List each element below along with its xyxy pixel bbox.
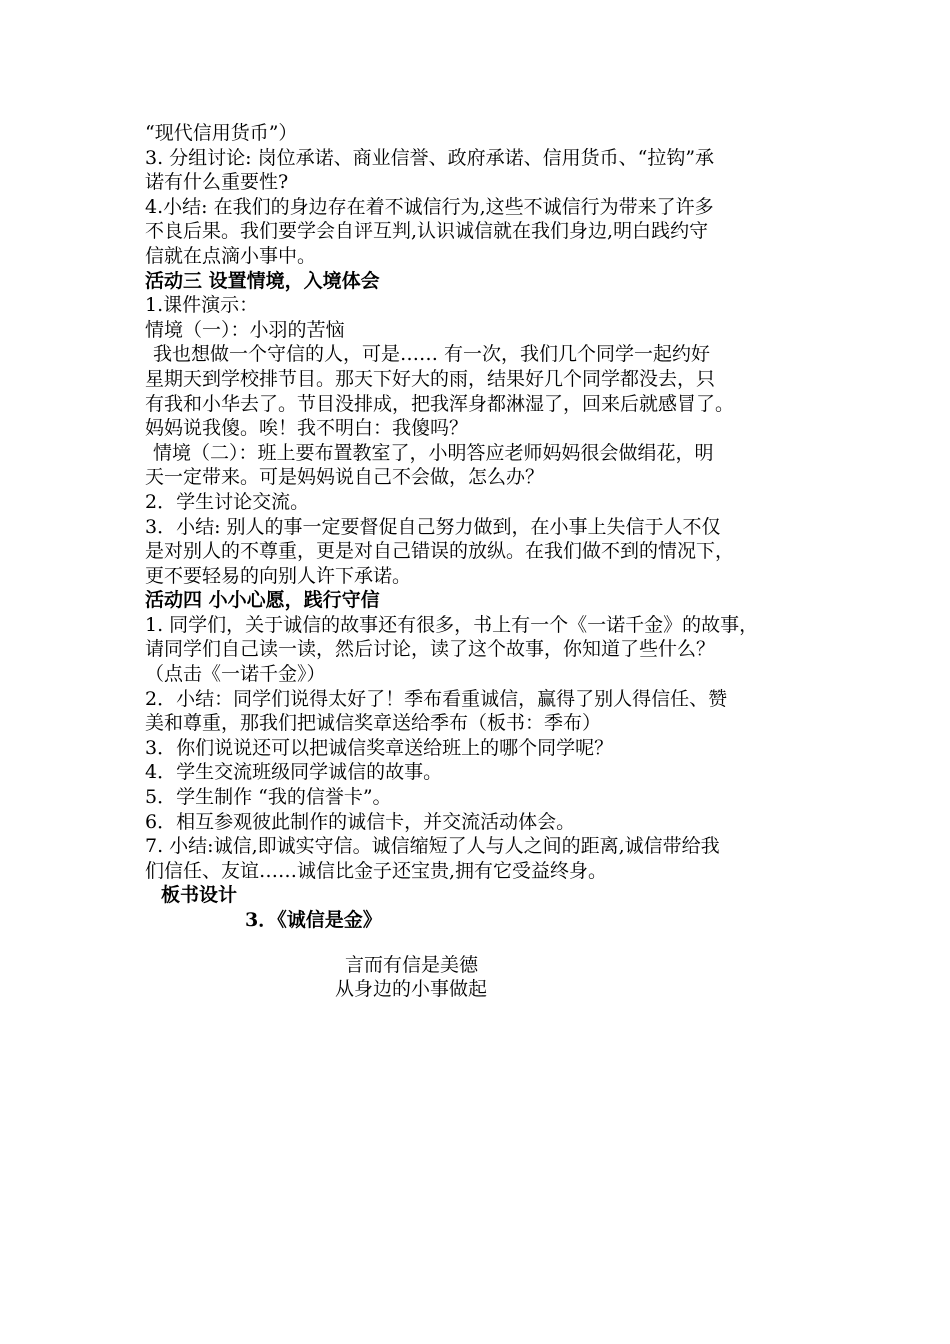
text-line: 星期天到学校排节目。那天下好大的雨，结果好几个同学都没去，只 [145,367,716,390]
text-line: “现代信用货币”） [145,122,298,144]
text-line: 诺有什么重要性? [145,171,289,194]
text-line: 我也想做一个守信的人，可是…… 有一次，我们几个同学一起约好 [153,343,711,366]
text-line: 请同学们自己读一读，然后讨论，读了这个故事，你知道了些什么？ [145,638,716,661]
board-content [145,953,813,1002]
text-line: 4．学生交流班级同学诚信的故事。 [145,761,443,784]
text-line: 是对别人的不尊重，更是对自己错误的放纵。在我们做不到的情况下， [145,540,735,563]
board-line: 言而有信是美德 [345,953,479,976]
text-line: 2．学生讨论交流。 [145,490,310,513]
text-line: 情境（一）：小羽的苦恼 [145,318,345,341]
activity4-heading: 活动四 小小心愿，践行守信 [145,589,380,612]
text-line: 1.课件演示： [145,294,259,317]
text-line: 妈妈说我傻。唉！我不明白：我傻吗？ [145,417,469,440]
text-line: 美和尊重，那我们把诚信奖章送给季布（板书：季布） [145,712,602,735]
text-line: 6．相互参观彼此制作的诚信卡，并交流活动体会。 [145,810,576,833]
text-line: 天一定带来。可是妈妈说自己不会做，怎么办？ [145,466,545,489]
text-line: 3．你们说说还可以把诚信奖章送给班上的哪个同学呢？ [145,736,614,759]
text-line: 情境（二）：班上要布置教室了，小明答应老师妈妈很会做绢花，明 [153,441,714,464]
text-line: 信就在点滴小事中。 [145,244,317,267]
text-line: 不良后果。我们要学会自评互判,认识诚信就在我们身边,明白践约守 [145,220,709,243]
text-line: （点击《一诺千金》） [145,663,326,686]
text-line: 4.小结: 在我们的身边存在着不诚信行为,这些不诚信行为带来了许多 [145,195,714,218]
text-line: 1. 同学们，关于诚信的故事还有很多，书上有一个《一诺千金》的故事， [145,613,759,636]
text-line: 5．学生制作 “我的信誉卡”。 [145,786,392,809]
board-line: 从身边的小事做起 [335,978,488,1001]
text-line: 们信任、友谊……诚信比金子还宝贵,拥有它受益终身。 [145,859,608,882]
text-line: 有我和小华去了。节目没排成，把我浑身都淋湿了，回来后就感冒了。 [145,392,735,415]
activity3-heading: 活动三 设置情境，入境体会 [145,269,380,292]
text-line: 2．小结：同学们说得太好了！季布看重诚信，赢得了别人得信任、赞 [145,687,728,710]
text-line: 3. 分组讨论: 岗位承诺、商业信誉、政府承诺、信用货币、“拉钩”承 [145,146,715,169]
document-page [145,121,813,1002]
board-heading: 板书设计 [161,884,238,907]
text-line: 更不要轻易的向别人许下承诺。 [145,564,412,587]
text-line: 7. 小结:诚信,即诚实守信。诚信缩短了人与人之间的距离,诚信带给我 [145,835,720,858]
board-title: 3．《诚信是金》 [245,909,382,931]
text-line: 3．小结: 别人的事一定要督促自己努力做到，在小事上失信于人不仅 [145,515,721,538]
